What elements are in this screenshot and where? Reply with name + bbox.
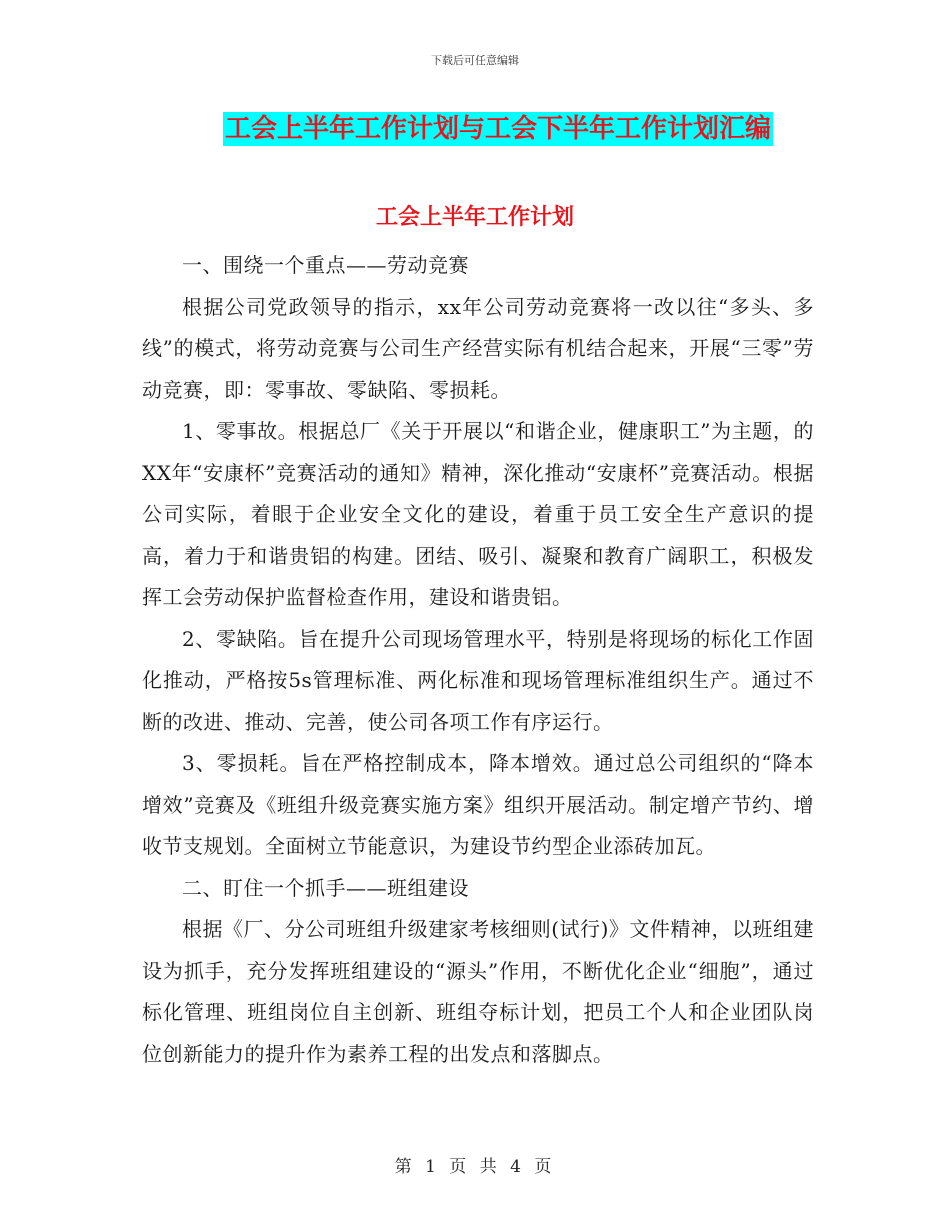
paragraph: 3、零损耗。旨在严格控制成本，降本增效。通过总公司组织的“降本增效”竞赛及《班组升级竞赛实施方案》组织开展活动。制定增产节约、增收节支规划。全面树立节能意识，为建设节约型企业添砖加瓦。 [142, 751, 814, 858]
paragraph: 根据《厂、分公司班组升级建家考核细则(试行)》文件精神，以班组建设为抓手，充分发挥班组建设的“源头”作用，不断优化企业“细胞”，通过标化管理、班组岗位自主创新、班组夺标计划，把员工个人和企业团队岗位创新能力的提升作为素养工程的出发点和落脚点。 [142, 917, 814, 1066]
paragraph: 根据公司党政领导的指示，xx年公司劳动竞赛将一改以往“多头、多线”的模式，将劳动竞赛与公司生产经营实际有机结合起来，开展“三零”劳动竞赛，即：零事故、零缺陷、零损耗。 [142, 294, 814, 402]
paragraph: 2、零缺陷。旨在提升公司现场管理水平，特别是将现场的标化工作固化推动，严格按5s管理标准、两化标准和现场管理标准组织生产。通过不断的改进、推动、完善，使公司各项工作有序运行。 [142, 626, 814, 734]
document-body [142, 245, 814, 1075]
main-title-container [0, 112, 950, 146]
section-title: 工会上半年工作计划 [375, 205, 574, 230]
document-main-title: 工会上半年工作计划与工会下半年工作计划汇编 [224, 114, 771, 144]
heading-2: 二、盯住一个抓手——班组建设 [182, 875, 469, 900]
heading-1: 一、围绕一个重点——劳动竞赛 [182, 253, 469, 277]
page-number-footer: 第 1 页 共 4 页 [394, 1157, 556, 1177]
paragraph: 1、零事故。根据总厂《关于开展以“和谐企业，健康职工”为主题，的XX年“安康杯”竞赛活动的通知》精神，深化推动“安康杯”竞赛活动。根据公司实际，着眼于企业安全文化的建设，着重于员工安全生产意识的提高，着力于和谐贵铝的构建。团结、吸引、凝聚和教育广阔职工，积极发挥工会劳动保护监督检查作用，建设和谐贵铝。 [142, 419, 814, 609]
page-header-note: 下载后可任意编辑 [431, 54, 519, 67]
